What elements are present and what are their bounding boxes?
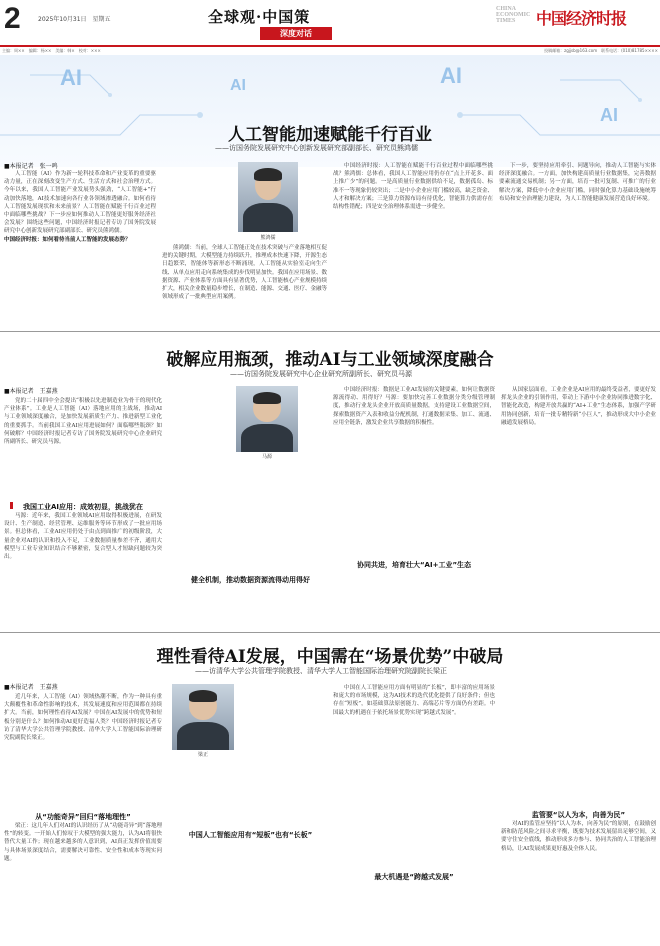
ai-graphic-1: AI [60,65,82,90]
article2-byline: ■本报记者 王嘉燕 [4,388,58,395]
page-number: 2 [4,2,21,35]
article1-col3: 中国经济时报：人工智能在赋能千行百业过程中面临哪些挑战？熊鸿儒：总体看，我国人工智能应用仍存在“点上开花多、面上推广少”的问题。一是高质量行业数据供给不足，数据孤岛、标准不一等现象仍较突出；二是中小企业应用门槛较高，缺乏资金、人才和解决方案；三是算力资源布局有待优化，智能算力供需存在结构性错配；四是安全治理体系需进一步健全。 [333,163,493,211]
article2-caption: 马源 [261,454,272,460]
article1-col4: 下一步，要坚持应用牵引、问题导向，推动人工智能与实体经济深度融合。一方面，加快构建高质量行业数据集，完善数据要素流通交易机制；另一方面，培育一批可复制、可推广的行业解决方案，降低中小企业应用门槛，同时强化算力基础设施统筹布局和安全治理能力建设，为人工智能健康发展营造良好环境。 [499,163,656,202]
article3-subhead4: 监管要“以人为本，向善为民” [531,811,626,819]
article3-photo [172,684,234,750]
article2-subhead2: 健全机制，推动数据资源流得动用得好 [191,576,310,584]
article3-subhead1: 从“功能奇异”回归“落地理性” [35,813,131,821]
info-left: 主编：周×× 编辑：杨×× 美编：韩× 校对：××× [2,48,101,53]
ai-graphic-4: AI [600,105,618,125]
article2-subhead3: 协同共进，培育壮大“AI+工业”生态 [356,561,472,569]
divider-1 [0,331,660,332]
dateline: 2025年10月31日 星期五 [38,16,111,23]
article3-col3: 中国在人工智能应用方面有明显的“长板”，即丰富的应用场景和庞大的市场规模，这为AI技术的迭代优化提供了良好条件；但也存在“短板”，如基础算法原创能力、高端芯片等方面仍有差距。中国最大的机遇在于依托场景优势实现“跨越式发展”。 [333,685,495,716]
article1-subtitle: ——访国务院发展研究中心创新发展研究部副部长、研究员熊鸿儒 [215,144,418,152]
article2-subtitle: ——访国务院发展研究中心企业研究所副所长、研究员马源 [230,370,412,378]
article3-subtitle: ——访清华大学公共管理学院教授、清华大学人工智能国际治理研究院副院长梁正 [195,667,447,675]
article2-col4: 从国家层面看，工业企业是AI应用的最终受益者，要更好发挥龙头企业的引领作用，带动上下游中小企业协同推进数字化、智能化改造，构建开放共赢的“AI+工业”生态体系，加强产学研用协同创新，培育一批专精特新“小巨人”，推动形成大中小企业融通发展格局。 [501,387,656,426]
article1-col2: 熊鸿儒：当前，全球人工智能正处在技术突破与产业落地相互促进的关键时期，大模型能力持续跃升，推理成本快速下降，开源生态日趋繁荣，智能体等新形态不断涌现，人工智能从实验室走向生产线、从单点应用走向系统集成的步伐明显加快。我国在应用场景、数据资源、产业体系等方面具有显著优势，人工智能核心产业规模持续扩大，相关企业数量稳步增长，在制造、能源、交通、医疗、金融等领域形成了一批典型应用案例。 [162,245,327,301]
masthead-english: CHINA ECONOMIC TIMES [496,6,531,24]
article3-caption: 梁正 [197,752,208,758]
article1-photo [238,162,298,232]
masthead-logo: 中国经济时报 [536,9,627,28]
article1-col1-text: 人工智能（AI）作为新一轮科技革命和产业变革的重要驱动力量，正在深刻改变生产方式、生活方式和社会治理方式。今年以来，我国人工智能产业发展势头强劲，“人工智能+”行动加快落地，AI技术加速向各行业各领域渗透融合。如何看待人工智能发展现状和未来前景？人工智能在赋能千行百业过程中面临哪些挑战？下一步应如何推动人工智能更好服务经济社会发展？围绕这些问题，中国经济时报记者专访了国务院发展研究中心创新发展研究部副部长、研究员熊鸿儒。 [4,171,156,235]
article1-quote: 中国经济时报：如何看待当前人工智能的发展态势？ [4,236,131,243]
article1-byline: ■本报记者 张一鸣 [4,163,58,170]
article3-subhead3: 最大机遇是“跨越式发展” [374,873,454,881]
ai-graphic-2: AI [230,77,246,94]
section-title: 全球观·中国策 [208,8,311,26]
article2-photo [236,386,298,452]
article1-title: 人工智能加速赋能千行百业 [228,125,432,145]
header-rule [0,45,660,47]
article3-col4: 对AI的监管应坚持“以人为本，向善为民”的原则，在鼓励创新和防范风险之间寻求平衡，既要为技术发展留出足够空间，又要守住安全底线，推动形成多方参与、协同共治的人工智能治理格局，让AI发展成果更好惠及全体人民。 [501,821,656,852]
article3-col2: 梁正：这几年人们对AI的认识经历了从“功能奇异”到“落地理性”的转变。一开始人们惊叹于大模型的强大能力，认为AI将很快替代大量工作；现在越来越多的人意识到，AI真正发挥价值需要与具体场景深度结合，需要解决可靠性、安全性和成本等现实问题。 [4,823,162,862]
divider-2 [0,632,660,633]
article3-col1: 近几年来，人工智能（AI）领域热潮不断，作为一种具有重大颠覆性和革命性影响的技术，其发展速度和应用范围都在持续扩大。当前，如何理性看待AI发展？中国在AI发展中的优势和短板分别是什么？如何推动AI更好造福人类？中国经济时报记者专访了清华大学公共管理学院教授、清华大学人工智能国际治理研究院副院长梁正。 [4,694,162,742]
article2-title: 破解应用瓶颈，推动AI与工业领域深度融合 [166,350,494,370]
info-bar [2,48,658,54]
article2-subhead1: 我国工业AI应用：成效初显，挑战犹在 [22,503,144,511]
article1-col1 [4,170,156,326]
article3-title: 理性看待AI发展，中国需在“场景优势”中破局 [156,647,504,667]
section-banner: 深度对话 [260,27,332,40]
article3-byline: ■本报记者 王嘉燕 [4,684,58,691]
ai-graphic-3: AI [440,63,462,88]
info-right: 投稿邮箱：zgjjsb@163.com 联系电话：(010)81785×××× [544,48,658,53]
article3-subhead2: 中国人工智能应用有“短板”也有“长板” [188,831,313,839]
article2-col3: 中国经济时报：数据是工业AI发展的关键要素，如何让数据资源流得动、用得好？马源：要加快完善工业数据分类分级管理制度，推动行业龙头企业开放高质量数据，支持建设工业数据空间，探索数据资产入表和收益分配机制，打通数据采集、加工、流通、应用全链条，激发企业共享数据的积极性。 [333,387,495,426]
article1-caption: 熊鸿儒 [260,235,276,241]
article2-col1: 党的二十届四中全会提出“积极以先进制造业为骨干的现代化产业体系”。工业是人工智能（AI）落地应用的主战场，推动AI与工业领域深度融合，是加快发展新质生产力、推进新型工业化的重要抓手。当前我国工业AI应用进展如何？面临哪些瓶颈？如何破解？中国经济时报记者专访了国务院发展研究中心企业研究所副所长、研究员马源。 [4,398,162,446]
article2-col2: 马源：近年来，我国工业领域AI应用取得积极进展，在研发设计、生产制造、经营管理、运维服务等环节形成了一批应用场景。但总体看，工业AI应用仍处于由点到面推广的初级阶段，大量企业对AI的认识和投入不足，工业数据质量参差不齐，通用大模型与工业专业知识结合不够紧密，复合型人才短缺问题较为突出。 [4,513,162,561]
